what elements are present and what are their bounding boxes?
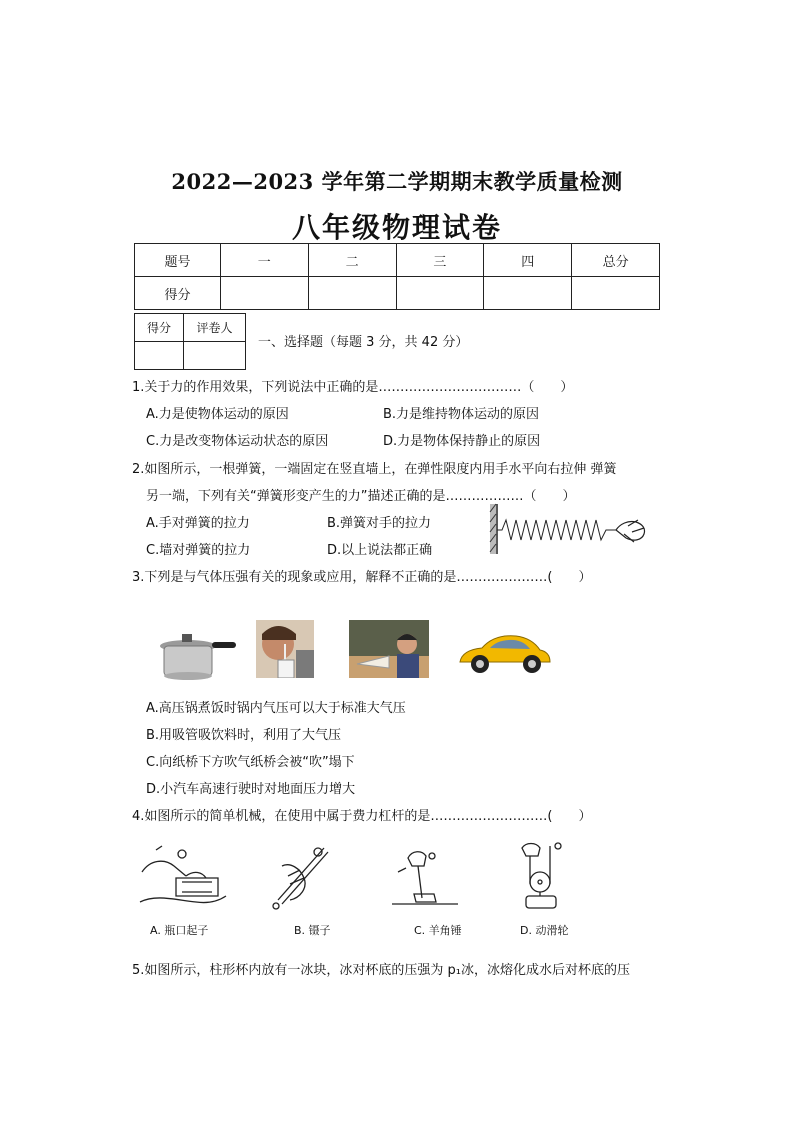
score-blank xyxy=(220,277,308,310)
score-cell-header: 题号 xyxy=(135,244,221,277)
score-cell-header: 四 xyxy=(484,244,572,277)
grader-blank xyxy=(135,342,184,370)
score-cell-header: 总分 xyxy=(572,244,660,277)
score-cell-header: 二 xyxy=(308,244,396,277)
movable-pulley-drawing xyxy=(510,838,574,914)
score-cell-header: 一 xyxy=(220,244,308,277)
q4-caption-b: B. 镊子 xyxy=(294,924,331,937)
car-icon xyxy=(454,628,554,680)
q4-caption-c: C. 羊角锤 xyxy=(414,924,462,937)
score-blank xyxy=(396,277,484,310)
pressure-cooker-icon xyxy=(150,626,240,686)
question-1-stem: 1.关于力的作用效果，下列说法中正确的是……………………………（ ） xyxy=(132,380,574,395)
score-table-score-row xyxy=(135,277,660,310)
question-5-stem: 5.如图所示，柱形杯内放有一冰块，冰对杯底的压强为 p₁冰，冰熔化成水后对杯底的压 xyxy=(132,963,630,978)
question-2-option-d: D.以上说法都正确 xyxy=(327,543,433,558)
question-1-option-d: D.力是物体保持静止的原因 xyxy=(383,434,541,449)
claw-hammer-drawing xyxy=(388,842,460,914)
tweezers-drawing xyxy=(264,842,336,914)
section-heading: 一、选择题（每题 3 分，共 42 分） xyxy=(258,335,469,350)
question-3-option-a: A.高压锅煮饭时锅内气压可以大于标准大气压 xyxy=(146,701,406,716)
question-1-option-b: B.力是维持物体运动的原因 xyxy=(383,407,540,422)
grader-score-label: 得分 xyxy=(135,314,184,342)
grader-name-label: 评卷人 xyxy=(183,314,245,342)
question-3-option-c: C.向纸桥下方吹气纸桥会被“吹”塌下 xyxy=(146,755,355,770)
question-3-stem: 3.下列是与气体压强有关的现象或应用，解释不正确的是…………………( ） xyxy=(132,570,592,585)
score-table-header-row xyxy=(135,244,660,277)
score-blank xyxy=(308,277,396,310)
grader-blank xyxy=(183,342,245,370)
paper-bridge-photo xyxy=(349,620,429,678)
exam-title-line1: 2022—2023 学年第二学期期末教学质量检测 xyxy=(171,169,623,194)
score-cell-header: 三 xyxy=(396,244,484,277)
question-2-option-b: B.弹簧对手的拉力 xyxy=(327,516,432,531)
question-3-option-d: D.小汽车高速行驶时对地面压力增大 xyxy=(146,782,356,797)
spring-coil xyxy=(497,520,616,540)
grader-table xyxy=(134,313,246,370)
question-3-option-b: B.用吸管吸饮料时，利用了大气压 xyxy=(146,728,342,743)
question-4-stem: 4.如图所示的简单机械，在使用中属于费力杠杆的是………………………( ） xyxy=(132,809,592,824)
question-2-option-c: C.墙对弹簧的拉力 xyxy=(146,543,251,558)
q4-caption-d: D. 动滑轮 xyxy=(520,924,569,937)
score-blank xyxy=(484,277,572,310)
drinking-straw-photo xyxy=(256,620,314,678)
exam-title-line2: 八年级物理试卷 xyxy=(291,211,502,244)
question-1-option-c: C.力是改变物体运动状态的原因 xyxy=(146,434,329,449)
hand-icon xyxy=(616,520,645,542)
question-2-stem: 2.如图所示，一根弹簧，一端固定在竖直墙上，在弹性限度内用手水平向右拉伸 弹簧 xyxy=(132,462,617,477)
score-blank xyxy=(572,277,660,310)
score-table xyxy=(134,243,660,310)
bottle-opener-drawing xyxy=(136,842,228,914)
q4-caption-a: A. 瓶口起子 xyxy=(150,924,209,937)
spring-figure xyxy=(488,502,650,556)
question-2-stem-cont: 另一端，下列有关“弹簧形变产生的力”描述正确的是………………（ ） xyxy=(146,489,576,504)
question-2-option-a: A.手对弹簧的拉力 xyxy=(146,516,250,531)
score-row-label: 得分 xyxy=(135,277,221,310)
question-1-option-a: A.力是使物体运动的原因 xyxy=(146,407,289,422)
